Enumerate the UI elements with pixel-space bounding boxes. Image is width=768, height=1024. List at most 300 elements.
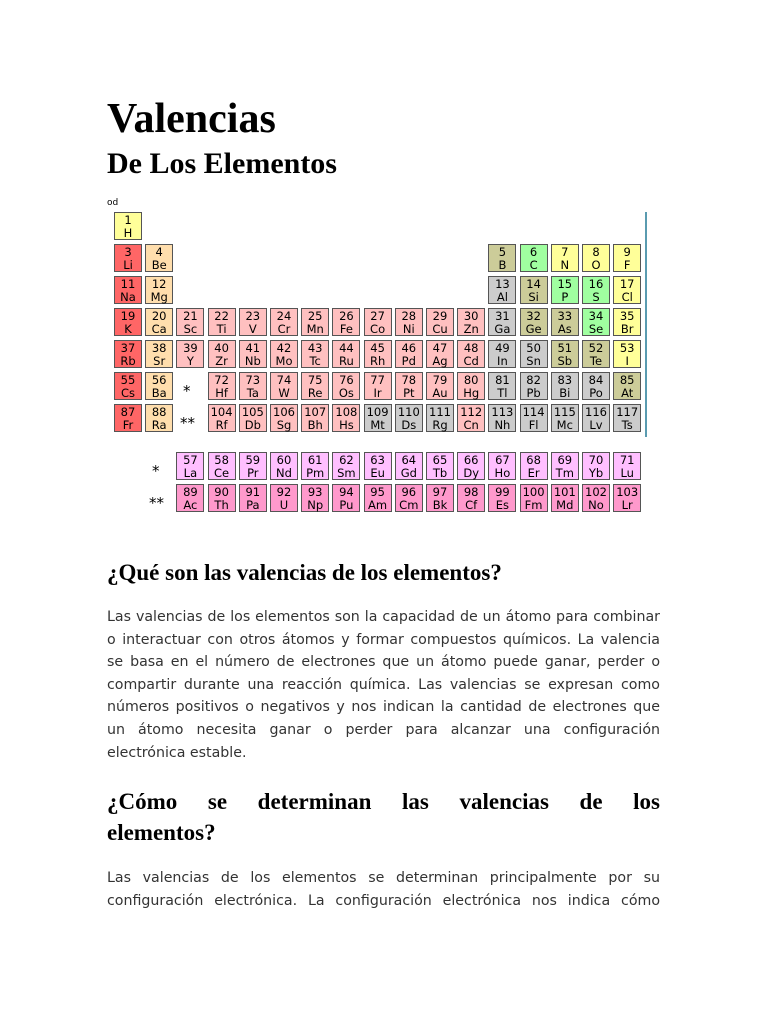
element-cell-ag: [426, 340, 454, 368]
element-cell-fl: [520, 404, 548, 432]
element-symbol: Es: [495, 498, 510, 512]
element-cell-sn: [520, 340, 548, 368]
atomic-number: 80: [463, 373, 479, 387]
element-symbol: Bi: [559, 386, 571, 400]
element-cell-mg: [145, 276, 173, 304]
atomic-number: 116: [585, 405, 607, 419]
element-symbol: Li: [123, 258, 133, 272]
element-symbol: S: [592, 290, 600, 304]
element-cell-sm: [332, 452, 360, 480]
element-symbol: Pa: [246, 498, 260, 512]
element-symbol: Pr: [247, 466, 259, 480]
atomic-number: 38: [151, 341, 167, 355]
element-symbol: Gd: [400, 466, 417, 480]
element-symbol: Sr: [153, 354, 166, 368]
element-cell-te: [582, 340, 610, 368]
actinide-row-marker: **: [149, 494, 164, 512]
element-symbol: Ni: [402, 322, 415, 336]
element-symbol: Tl: [497, 386, 508, 400]
element-cell-md: [551, 484, 579, 512]
element-cell-ru: [332, 340, 360, 368]
element-cell-nb: [239, 340, 267, 368]
element-cell-dy: [457, 452, 485, 480]
atomic-number: 31: [495, 309, 510, 323]
atomic-number: 44: [339, 341, 354, 355]
element-symbol: P: [561, 290, 569, 304]
lanthanide-marker: *: [183, 382, 191, 400]
section-heading-2: [107, 786, 660, 848]
element-symbol: Sn: [526, 354, 541, 368]
atomic-number: 68: [526, 453, 541, 467]
element-symbol: Cs: [120, 386, 136, 400]
element-symbol: Rb: [120, 354, 136, 368]
element-cell-re: [301, 372, 329, 400]
element-cell-lu: [613, 452, 641, 480]
element-symbol: Fm: [524, 498, 543, 512]
element-symbol: Hg: [463, 386, 480, 400]
element-cell-rb: [114, 340, 142, 368]
element-symbol: Po: [589, 386, 603, 400]
element-symbol: Ra: [151, 418, 167, 432]
atomic-number: 33: [557, 309, 573, 323]
element-cell-br: [613, 308, 641, 336]
element-cell-fm: [520, 484, 548, 512]
element-symbol: Ac: [183, 498, 198, 512]
atomic-number: 59: [245, 453, 261, 467]
element-cell-sc: [176, 308, 204, 336]
element-cell-ta: [239, 372, 267, 400]
element-symbol: H: [123, 226, 133, 240]
element-symbol: Rh: [369, 354, 386, 368]
atomic-number: 40: [214, 341, 229, 355]
element-cell-k: [114, 308, 142, 336]
element-symbol: Np: [307, 498, 324, 512]
element-cell-sb: [551, 340, 579, 368]
element-cell-pr: [239, 452, 267, 480]
element-cell-cm: [395, 484, 423, 512]
lanthanide-row-marker: *: [152, 462, 160, 480]
element-symbol: Pt: [403, 386, 415, 400]
atomic-number: 108: [335, 405, 358, 419]
atomic-number: 78: [401, 373, 417, 387]
atomic-number: 12: [151, 277, 167, 291]
element-symbol: Se: [588, 322, 604, 336]
element-symbol: Dy: [463, 466, 480, 480]
atomic-number: 46: [401, 341, 417, 355]
element-symbol: Cd: [463, 354, 479, 368]
element-cell-as: [551, 308, 579, 336]
atomic-number: 94: [339, 485, 354, 499]
element-cell-o: [582, 244, 610, 272]
element-symbol: Nb: [244, 354, 261, 368]
atomic-number: 19: [120, 309, 136, 323]
element-cell-v: [239, 308, 267, 336]
paragraph-line: Las valencias de los elementos son la capacidad de un átomo para combinar: [107, 609, 660, 625]
element-cell-cr: [270, 308, 298, 336]
atomic-number: 110: [397, 405, 420, 419]
atomic-number: 93: [307, 485, 323, 499]
atomic-number: 32: [526, 309, 541, 323]
paragraph-1: [107, 606, 660, 764]
atomic-number: 1: [124, 213, 132, 227]
paragraph-line: electrónica estable.: [107, 744, 247, 761]
atomic-number: 17: [619, 277, 635, 291]
atomic-number: 43: [307, 341, 323, 355]
element-symbol: Rg: [432, 418, 448, 432]
element-symbol: U: [279, 498, 289, 512]
element-symbol: Pm: [306, 466, 325, 480]
atomic-number: 62: [339, 453, 354, 467]
element-cell-tc: [301, 340, 329, 368]
element-symbol: Fe: [339, 322, 353, 336]
atomic-number: 25: [307, 309, 323, 323]
paragraph-line: un átomo necesita ganar o perder para alcanzar una configuración: [107, 721, 660, 738]
atomic-number: 21: [183, 309, 198, 323]
atomic-number: 77: [370, 373, 385, 387]
element-cell-es: [488, 484, 516, 512]
element-cell-hg: [457, 372, 485, 400]
atomic-number: 28: [401, 309, 417, 323]
element-symbol: Bh: [307, 418, 323, 432]
atomic-number: 67: [495, 453, 510, 467]
paragraph-line: o interactuar con otros átomos y formar compuestos químicos. La valencia: [107, 631, 660, 648]
document-title: Valencias: [107, 96, 276, 142]
element-symbol: Te: [589, 354, 603, 368]
element-symbol: Md: [556, 498, 574, 512]
atomic-number: 51: [557, 341, 573, 355]
atomic-number: 91: [245, 485, 261, 499]
element-cell-ti: [208, 308, 236, 336]
element-symbol: B: [498, 258, 507, 272]
element-cell-in: [488, 340, 516, 368]
atomic-number: 111: [429, 405, 451, 419]
element-symbol: Lr: [621, 498, 633, 512]
element-symbol: Pb: [526, 386, 541, 400]
atomic-number: 112: [460, 405, 483, 419]
atomic-number: 6: [529, 245, 538, 259]
atomic-number: 22: [214, 309, 229, 323]
atomic-number: 27: [370, 309, 385, 323]
element-cell-pa: [239, 484, 267, 512]
element-symbol: Nd: [276, 466, 292, 480]
element-cell-bi: [551, 372, 579, 400]
element-cell-bk: [426, 484, 454, 512]
element-symbol: Cu: [432, 322, 448, 336]
element-cell-am: [364, 484, 392, 512]
paragraph-line: números positivos o negativos y nos indican la cantidad de electrones que: [107, 699, 660, 716]
table-caption: od: [107, 198, 119, 208]
element-cell-mt: [364, 404, 392, 432]
element-cell-cu: [426, 308, 454, 336]
element-symbol: Os: [338, 386, 354, 400]
atomic-number: 89: [183, 485, 198, 499]
atomic-number: 105: [241, 405, 264, 419]
element-symbol: Ho: [494, 466, 511, 480]
element-symbol: Tm: [555, 466, 574, 480]
atomic-number: 113: [491, 405, 514, 419]
element-symbol: Am: [368, 498, 388, 512]
element-symbol: F: [623, 258, 631, 272]
atomic-number: 85: [619, 373, 635, 387]
element-symbol: Si: [528, 290, 539, 304]
element-symbol: Mc: [556, 418, 573, 432]
element-cell-se: [582, 308, 610, 336]
atomic-number: 20: [151, 309, 167, 323]
element-cell-cl: [613, 276, 641, 304]
element-cell-rh: [364, 340, 392, 368]
element-cell-mc: [551, 404, 579, 432]
element-symbol: Db: [244, 418, 261, 432]
element-symbol: Er: [527, 466, 540, 480]
atomic-number: 117: [616, 405, 639, 419]
element-symbol: W: [278, 386, 290, 400]
element-symbol: I: [625, 354, 629, 368]
element-symbol: Cr: [277, 322, 291, 336]
element-cell-na: [114, 276, 142, 304]
element-cell-th: [208, 484, 236, 512]
element-cell-bh: [301, 404, 329, 432]
element-cell-hf: [208, 372, 236, 400]
element-symbol: Sg: [276, 418, 292, 432]
atomic-number: 75: [307, 373, 323, 387]
element-cell-pd: [395, 340, 423, 368]
element-cell-al: [488, 276, 516, 304]
element-cell-cs: [114, 372, 142, 400]
atomic-number: 115: [553, 405, 576, 419]
element-symbol: Tc: [309, 354, 321, 368]
element-symbol: Th: [214, 498, 229, 512]
element-cell-sr: [145, 340, 173, 368]
atomic-number: 60: [276, 453, 292, 467]
element-symbol: Eu: [370, 466, 385, 480]
element-symbol: Ds: [401, 418, 417, 432]
element-symbol: Pu: [339, 498, 354, 512]
element-cell-np: [301, 484, 329, 512]
element-symbol: Mo: [275, 354, 293, 368]
element-cell-cn: [457, 404, 485, 432]
atomic-number: 5: [498, 245, 507, 259]
element-cell-rg: [426, 404, 454, 432]
element-cell-y: [176, 340, 204, 368]
atomic-number: 106: [273, 405, 295, 419]
periodic-table-image: [107, 210, 648, 512]
atomic-number: 100: [522, 485, 545, 499]
element-cell-tb: [426, 452, 454, 480]
document-subtitle: De Los Elementos: [107, 147, 337, 180]
element-symbol: Pd: [401, 354, 416, 368]
element-cell-mn: [301, 308, 329, 336]
element-cell-u: [270, 484, 298, 512]
element-cell-fe: [332, 308, 360, 336]
element-cell-cf: [457, 484, 485, 512]
element-cell-nh: [488, 404, 516, 432]
atomic-number: 66: [463, 453, 479, 467]
element-symbol: Ti: [216, 322, 227, 336]
atomic-number: 61: [307, 453, 323, 467]
element-symbol: Cf: [465, 498, 478, 512]
atomic-number: 88: [151, 405, 167, 419]
heading-line: ¿Cómo se determinan las valencias de los: [107, 789, 660, 814]
element-cell-ge: [520, 308, 548, 336]
element-symbol: Tb: [432, 466, 448, 480]
element-symbol: Ag: [432, 354, 448, 368]
element-cell-be: [145, 244, 173, 272]
element-symbol: Lv: [589, 418, 603, 432]
element-symbol: Mt: [370, 418, 385, 432]
atomic-number: 23: [245, 309, 261, 323]
element-symbol: Fl: [528, 418, 539, 432]
table-edge-line: [645, 212, 647, 437]
element-symbol: No: [588, 498, 604, 512]
atomic-number: 47: [432, 341, 448, 355]
element-cell-s: [582, 276, 610, 304]
atomic-number: 103: [616, 485, 639, 499]
element-symbol: Ts: [621, 418, 633, 432]
atomic-number: 74: [276, 373, 292, 387]
element-cell-ra: [145, 404, 173, 432]
element-symbol: Cn: [463, 418, 479, 432]
atomic-number: 56: [151, 373, 167, 387]
paragraph-line: se basa en el número de electrones que un átomo puede ganar, perder o: [107, 654, 660, 671]
element-symbol: As: [557, 322, 572, 336]
element-symbol: Yb: [588, 466, 604, 480]
atomic-number: 79: [432, 373, 448, 387]
element-symbol: O: [591, 258, 601, 272]
element-cell-eu: [364, 452, 392, 480]
actinide-marker: **: [180, 414, 195, 432]
element-cell-li: [114, 244, 142, 272]
atomic-number: 49: [495, 341, 510, 355]
atomic-number: 34: [588, 309, 604, 323]
atomic-number: 99: [495, 485, 510, 499]
element-symbol: Ir: [373, 386, 382, 400]
element-cell-hs: [332, 404, 360, 432]
element-cell-ca: [145, 308, 173, 336]
element-symbol: Ru: [339, 354, 354, 368]
element-symbol: Mn: [306, 322, 324, 336]
element-cell-lv: [582, 404, 610, 432]
element-symbol: La: [183, 466, 198, 480]
element-cell-au: [426, 372, 454, 400]
heading-line: elementos?: [107, 820, 216, 845]
atomic-number: 8: [592, 245, 600, 259]
element-symbol: Ga: [494, 322, 511, 336]
element-symbol: V: [248, 322, 257, 336]
atomic-number: 57: [183, 453, 198, 467]
element-symbol: Rf: [215, 418, 228, 432]
atomic-number: 50: [526, 341, 541, 355]
element-cell-ho: [488, 452, 516, 480]
atomic-number: 63: [370, 453, 385, 467]
atomic-number: 26: [339, 309, 354, 323]
element-symbol: Lu: [620, 466, 634, 480]
element-symbol: Y: [186, 354, 194, 368]
atomic-number: 3: [124, 245, 132, 259]
element-symbol: Fr: [122, 418, 134, 432]
atomic-number: 45: [370, 341, 385, 355]
atomic-number: 95: [370, 485, 385, 499]
element-cell-po: [582, 372, 610, 400]
element-cell-f: [613, 244, 641, 272]
atomic-number: 41: [245, 341, 261, 355]
element-cell-ir: [364, 372, 392, 400]
atomic-number: 92: [276, 485, 292, 499]
element-symbol: Br: [620, 322, 634, 336]
element-symbol: Bk: [432, 498, 448, 512]
element-cell-ga: [488, 308, 516, 336]
atomic-number: 71: [619, 453, 635, 467]
element-cell-at: [613, 372, 641, 400]
element-cell-zn: [457, 308, 485, 336]
element-cell-rf: [208, 404, 236, 432]
element-cell-gd: [395, 452, 423, 480]
element-cell-cd: [457, 340, 485, 368]
element-symbol: Ce: [214, 466, 230, 480]
element-symbol: Hf: [215, 386, 228, 400]
atomic-number: 97: [432, 485, 448, 499]
atomic-number: 109: [366, 405, 389, 419]
element-symbol: Zn: [463, 322, 479, 336]
element-cell-db: [239, 404, 267, 432]
atomic-number: 16: [588, 277, 604, 291]
element-cell-la: [176, 452, 204, 480]
atomic-number: 64: [401, 453, 417, 467]
element-cell-b: [488, 244, 516, 272]
element-cell-ce: [208, 452, 236, 480]
atomic-number: 84: [588, 373, 604, 387]
atomic-number: 42: [276, 341, 292, 355]
element-symbol: Al: [496, 290, 508, 304]
atomic-number: 52: [588, 341, 604, 355]
atomic-number: 107: [304, 405, 327, 419]
element-symbol: N: [560, 258, 570, 272]
atomic-number: 53: [619, 341, 635, 355]
element-cell-er: [520, 452, 548, 480]
element-cell-ac: [176, 484, 204, 512]
atomic-number: 87: [120, 405, 136, 419]
section-heading-1: ¿Qué son las valencias de los elementos?: [107, 560, 502, 585]
atomic-number: 104: [210, 405, 233, 419]
element-cell-yb: [582, 452, 610, 480]
element-cell-sg: [270, 404, 298, 432]
element-symbol: Sc: [183, 322, 198, 336]
element-cell-os: [332, 372, 360, 400]
atomic-number: 24: [276, 309, 292, 323]
element-symbol: C: [529, 258, 538, 272]
element-cell-ni: [395, 308, 423, 336]
element-cell-mo: [270, 340, 298, 368]
atomic-number: 14: [526, 277, 541, 291]
atomic-number: 90: [214, 485, 229, 499]
element-symbol: Cl: [621, 290, 633, 304]
element-cell-c: [520, 244, 548, 272]
element-cell-nd: [270, 452, 298, 480]
atomic-number: 39: [183, 341, 198, 355]
atomic-number: 73: [245, 373, 261, 387]
atomic-number: 15: [557, 277, 573, 291]
atomic-number: 81: [495, 373, 510, 387]
element-symbol: Na: [120, 290, 136, 304]
atomic-number: 101: [553, 485, 576, 499]
atomic-number: 37: [120, 341, 136, 355]
atomic-number: 76: [339, 373, 354, 387]
element-cell-w: [270, 372, 298, 400]
element-cell-pb: [520, 372, 548, 400]
element-cell-co: [364, 308, 392, 336]
atomic-number: 13: [495, 277, 510, 291]
element-symbol: Cm: [399, 498, 419, 512]
atomic-number: 4: [155, 245, 163, 259]
